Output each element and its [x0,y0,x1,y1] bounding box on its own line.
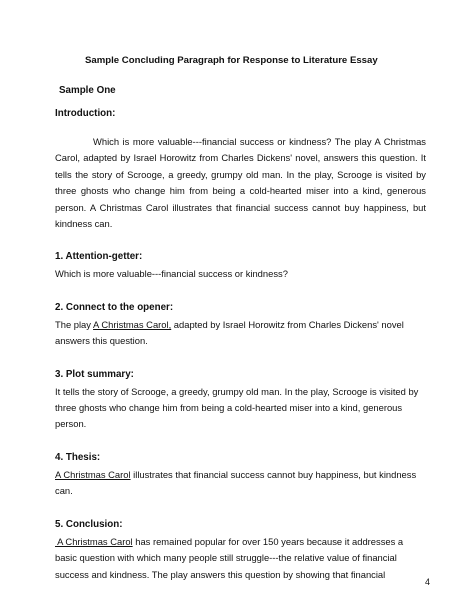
body-text-post: illustrates that financial success cannot buy happiness, but kindness can. [55,468,417,497]
section-body [55,534,426,583]
body-text-pre: The play [55,318,94,330]
document-title: Sample Concluding Paragraph for Response to Literature Essay [85,55,378,66]
play-title-underlined: A Christmas Carol [55,468,131,480]
section-body: It tells the story of Scrooge, a greedy, grumpy old man. In the play, Scrooge is visited by three ghosts who change him from being a cold-hearted miser into a kind, generous person. [55,385,419,430]
section-body: Which is more valuable---financial success or kindness? [55,268,288,280]
section-heading: 4. Thesis: [55,451,101,463]
body-text-post: has remained popular for over 150 years because it addresses a basic question with which many people still struggle---the relative value of financial success and kindness. The play answers this question by showing that financial [55,535,404,580]
section-heading: 2. Connect to the opener: [55,301,174,313]
section-body [55,317,426,350]
section-body [55,467,426,500]
play-title-underlined: A Christmas Carol, [93,318,172,330]
section-conclusion [55,517,426,583]
section-plot-summary [55,367,426,433]
section-heading: 1. Attention-getter: [55,251,143,263]
section-attention-getter [55,249,426,282]
introduction-heading: Introduction: [55,108,116,119]
sample-label: Sample One [59,85,116,96]
page-number: 4 [424,577,430,587]
section-thesis [55,450,426,500]
play-title-underlined: A Christmas Carol [55,535,133,547]
introduction-paragraph: Which is more valuable---financial success or kindness? The play A Christmas Carol, adapted by Israel Horowitz from Charles Dickens' novel, answers this question. It tells the story of Scrooge, a greedy, grumpy old man. In the play, Scrooge is visited by three ghosts who change him from being a cold-hearted miser into a kind, generous person. A Christmas Carol illustrates that financial success cannot buy happiness, but kindness can. [55,136,426,230]
section-connect-opener [55,300,426,350]
section-heading: 3. Plot summary: [55,368,134,380]
section-heading: 5. Conclusion: [55,518,123,530]
body-text-post: adapted by Israel Horowitz from Charles Dickens' novel answers this question. [55,318,404,347]
